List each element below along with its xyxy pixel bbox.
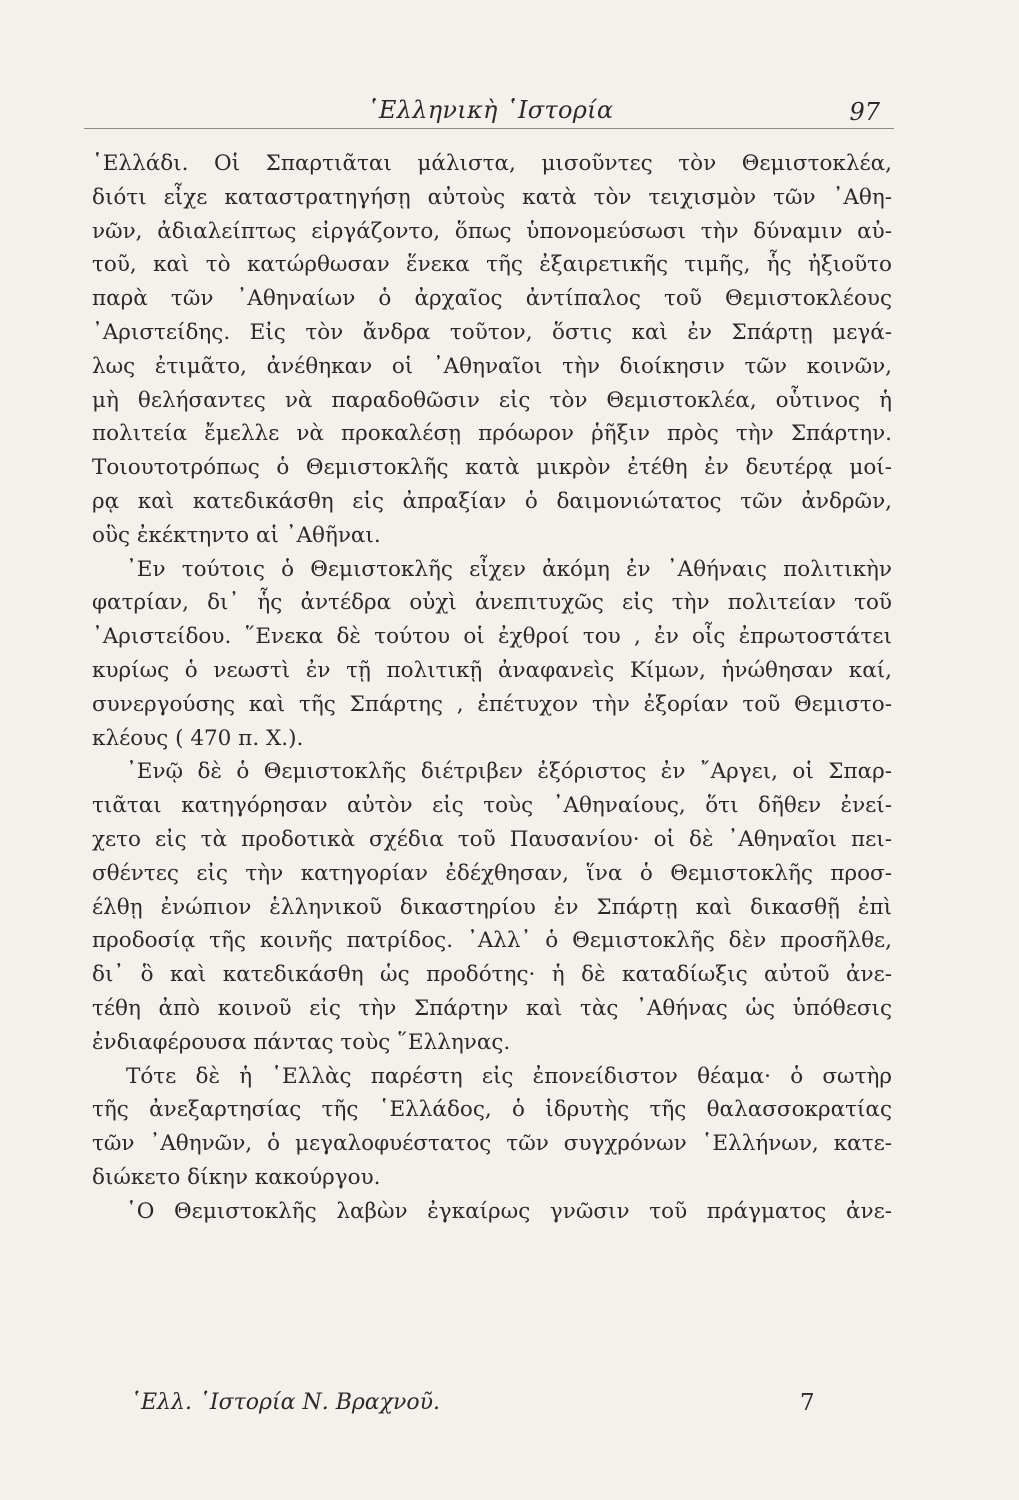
text-line: ᾿Αριστείδου. ῞Ενεκα δὲ τούτου οἱ ἐχθροί του , ἐν οἷς ἐπρωτοστάτει: [92, 624, 892, 650]
text-line: παρὰ τῶν ᾿Αθηναίων ὁ ἀρχαῖος ἀντίπαλος τοῦ Θεμιστοκλέους: [92, 286, 892, 312]
text-line: σθέντες εἰς τὴν κατηγορίαν ἐδέχθησαν, ἵνα ὁ Θεμιστοκλῆς προσ-: [92, 860, 892, 886]
text-line: κλέους ( 470 π. Χ.).: [92, 725, 304, 751]
text-line: έλθῃ ἐνώπιον ἑλληνικοῦ δικαστηρίου ἐν Σπάρτῃ καὶ δικασθῇ ἐπὶ: [92, 894, 892, 920]
text-line: πολιτεία ἔμελλε νὰ προκαλέσῃ πρόωρον ῥῆξιν πρὸς τὴν Σπάρτην.: [92, 421, 892, 447]
sheet-number: 7: [800, 1390, 815, 1416]
text-line: κυρίως ὁ νεωστὶ ἐν τῇ πολιτικῇ ἀναφανεὶς Κίμων, ἡνώθησαν καί,: [92, 657, 892, 683]
paragraph-first-line: ᾿Εν τούτοις ὁ Θεμιστοκλῆς εἶχεν ἀκόμη ἐν ᾿Αθήναις πολιτικὴν: [126, 556, 892, 582]
book-signature: ῾Ελλ. ῾Ιστορία Ν. Βραχνοῦ.: [130, 1390, 440, 1415]
body-text: [92, 147, 892, 1229]
text-line: ᾿Αριστείδης. Εἰς τὸν ἄνδρα τοῦτον, ὅστις καὶ ἐν Σπάρτῃ μεγά-: [92, 319, 892, 345]
page-number: 97: [849, 98, 880, 126]
page-header: [90, 96, 890, 130]
text-line: ρᾳ καὶ κατεδικάσθη εἰς ἀπραξίαν ὁ δαιμονιώτατος τῶν ἀνδρῶν,: [92, 488, 892, 514]
text-line: τιᾶται κατηγόρησαν αὐτὸν εἰς τοὺς ᾿Αθηναίους, ὅτι δῆθεν ἐνεί-: [92, 793, 892, 819]
paragraph-first-line: ῾Ο Θεμιστοκλῆς λαβὼν ἐγκαίρως γνῶσιν τοῦ πράγματος ἀνε-: [126, 1198, 892, 1224]
text-line: ἐνδιαφέρουσα πάντας τοὺς ῞Ελληνας.: [92, 1029, 511, 1055]
text-line: τῶν ᾿Αθηνῶν, ὁ μεγαλοφυέστατος τῶν συγχρόνων ῾Ελλήνων, κατε-: [92, 1131, 892, 1157]
text-line: οὓς ἐκέκτηντο αἱ ᾿Αθῆναι.: [92, 522, 381, 548]
text-line: δι᾿ ὃ καὶ κατεδικάσθη ὡς προδότης· ἡ δὲ καταδίωξις αὐτοῦ ἀνε-: [92, 962, 892, 988]
text-line: λως ἐτιμᾶτο, ἀνέθηκαν οἱ ᾿Αθηναῖοι τὴν διοίκησιν τῶν κοινῶν,: [92, 353, 892, 379]
text-line: διότι εἶχε καταστρατηγήσῃ αὐτοὺς κατὰ τὸν τειχισμὸν τῶν ᾿Αθη-: [92, 184, 892, 210]
paragraph-first-line: ᾿Ενῷ δὲ ὁ Θεμιστοκλῆς διέτριβεν ἐξόριστος ἐν ῎Αργει, οἱ Σπαρ-: [126, 759, 892, 785]
page-footer: [130, 1390, 830, 1424]
text-line: χετο εἰς τὰ προδοτικὰ σχέδια τοῦ Παυσανίου· οἱ δὲ ᾿Αθηναῖοι πει-: [92, 826, 892, 852]
header-rule: [84, 128, 894, 129]
paragraph-first-line: Τότε δὲ ἡ ῾Ελλὰς παρέστη εἰς ἐπονείδιστον θέαμα· ὁ σωτὴρ: [126, 1063, 892, 1089]
text-line: ῾Ελλάδι. Οἱ Σπαρτιᾶται μάλιστα, μισοῦντες τὸν Θεμιστοκλέα,: [92, 151, 892, 176]
text-line: μὴ θελήσαντες νὰ παραδοθῶσιν εἰς τὸν Θεμιστοκλέα, οὗτινος ἡ: [92, 387, 892, 413]
text-line: διώκετο δίκην κακούργου.: [92, 1164, 381, 1190]
text-line: συνεργούσης καὶ τῆς Σπάρτης , ἐπέτυχον τὴν ἐξορίαν τοῦ Θεμιστο-: [92, 691, 892, 717]
running-title: ῾Ελληνικὴ ῾Ιστορία: [366, 96, 614, 124]
text-line: Τοιουτοτρόπως ὁ Θεμιστοκλῆς κατὰ μικρὸν ἐτέθη ἐν δευτέρᾳ μοί-: [92, 455, 892, 481]
text-line: τῆς ἀνεξαρτησίας τῆς ῾Ελλάδος, ὁ ἱδρυτὴς τῆς θαλασσοκρατίας: [92, 1097, 892, 1123]
text-line: φατρίαν, δι᾿ ἧς ἀντέδρα οὐχὶ ἀνεπιτυχῶς εἰς τὴν πολιτείαν τοῦ: [92, 590, 892, 616]
text-line: τοῦ, καὶ τὸ κατώρθωσαν ἕνεκα τῆς ἐξαιρετικῆς τιμῆς, ἧς ἠξιοῦτο: [92, 252, 892, 278]
text-line: νῶν, ἀδιαλείπτως εἰργάζοντο, ὅπως ὑπονομεύσωσι τὴν δύναμιν αὐ-: [92, 218, 892, 244]
text-line: τέθη ἀπὸ κοινοῦ εἰς τὴν Σπάρτην καὶ τὰς ᾿Αθήνας ὡς ὑπόθεσις: [92, 995, 892, 1021]
text-line: προδοσίᾳ τῆς κοινῆς πατρίδος. ᾿Αλλ᾿ ὁ Θεμιστοκλῆς δὲν προσῆλθε,: [92, 928, 892, 954]
